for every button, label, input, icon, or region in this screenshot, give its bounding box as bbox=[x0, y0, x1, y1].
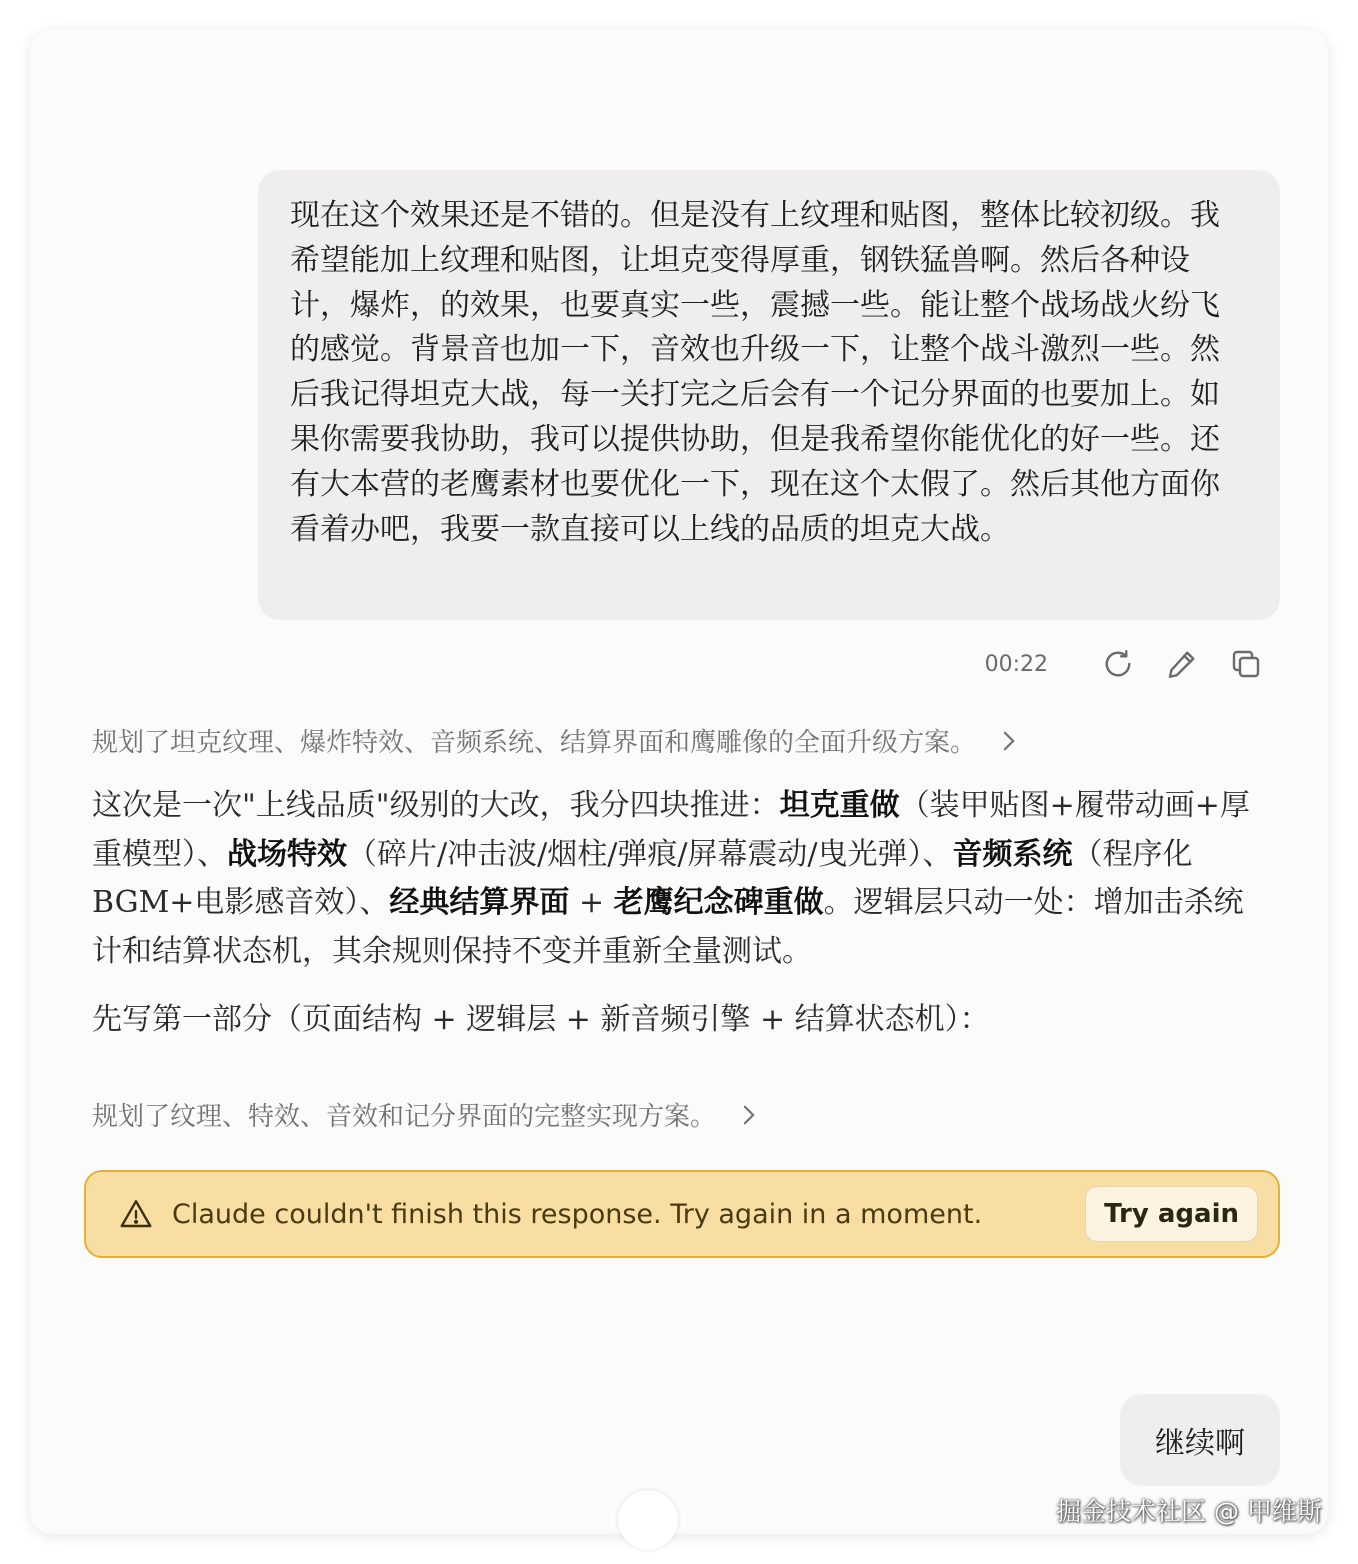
retry-icon bbox=[1100, 646, 1136, 682]
reply-bold: 音频系统 bbox=[952, 836, 1073, 872]
thinking-summary-2[interactable] bbox=[92, 1096, 758, 1133]
thinking-summary-text: 规划了纹理、特效、音效和记分界面的完整实现方案。 bbox=[92, 1102, 717, 1132]
user-message-text: 继续啊 bbox=[1155, 1426, 1245, 1461]
edit-button[interactable] bbox=[1160, 642, 1204, 686]
thinking-summary-1[interactable] bbox=[92, 722, 1018, 759]
warning-icon bbox=[118, 1196, 154, 1232]
message-actions bbox=[985, 642, 1268, 686]
copy-icon bbox=[1228, 646, 1264, 682]
reply-text: + bbox=[569, 885, 614, 920]
thinking-summary-text: 规划了坦克纹理、爆炸特效、音频系统、结算界面和鹰雕像的全面升级方案。 bbox=[92, 728, 977, 758]
user-message-bubble bbox=[258, 170, 1280, 620]
copy-button[interactable] bbox=[1224, 642, 1268, 686]
try-again-button[interactable]: Try again bbox=[1085, 1186, 1258, 1242]
scroll-to-bottom-button[interactable] bbox=[618, 1490, 678, 1550]
reply-text: 这次是一次"上线品质"级别的大改，我分四块推进： bbox=[92, 788, 780, 823]
reply-text: 。逻辑层只动一处：增加击杀统计和结算状态机，其余规则保持不变并重新全量测试。 bbox=[92, 885, 1244, 969]
reply-bold: 老鹰纪念碑重做 bbox=[613, 885, 824, 920]
edit-icon bbox=[1164, 646, 1200, 682]
user-message-bubble-2 bbox=[1120, 1394, 1280, 1486]
assistant-reply-paragraph-1 bbox=[92, 782, 1252, 976]
assistant-reply-paragraph-2: 先写第一部分（页面结构 + 逻辑层 + 新音频引擎 + 结算状态机）： bbox=[92, 1002, 990, 1037]
chevron-right-icon bbox=[1000, 730, 1018, 752]
reply-text: （程序化BGM+电影感音效）、 bbox=[92, 836, 1193, 920]
reply-text: （装甲贴图+履带动画+厚重模型）、 bbox=[92, 788, 1250, 872]
retry-button[interactable] bbox=[1096, 642, 1140, 686]
chevron-right-icon bbox=[740, 1104, 758, 1126]
chat-panel bbox=[30, 30, 1328, 1534]
reply-bold: 战场特效 bbox=[227, 836, 347, 872]
reply-bold: 坦克重做 bbox=[779, 788, 900, 823]
error-banner bbox=[84, 1170, 1280, 1258]
message-timestamp: 00:22 bbox=[984, 651, 1048, 677]
error-message: Claude couldn't finish this response. Try again in a moment. bbox=[172, 1198, 983, 1230]
user-message-text: 现在这个效果还是不错的。但是没有上纹理和贴图，整体比较初级。我希望能加上纹理和贴图，让坦克变得厚重，钢铁猛兽啊。然后各种设计，爆炸，的效果，也要真实一些，震撼一些。能让整个战场战火纷飞的感觉。背景音也加一下，音效也升级一下，让整个战斗激烈一些。然后我记得坦克大战，每一关打完之后会有一个记分界面的也要加上。如果你需要我协助，我可以提供协助，但是我希望你能优化的好一些。还有大本营的老鹰素材也要优化一下，现在这个太假了。然后其他方面你看着办吧，我要一款直接可以上线的品质的坦克大战。 bbox=[290, 198, 1220, 547]
reply-bold: 经典结算界面 bbox=[389, 885, 570, 920]
watermark: 掘金技术社区 @ 甲维斯 bbox=[1056, 1497, 1322, 1526]
reply-text: （碎片/冲击波/烟柱/弹痕/屏幕震动/曳光弹）、 bbox=[347, 836, 953, 872]
